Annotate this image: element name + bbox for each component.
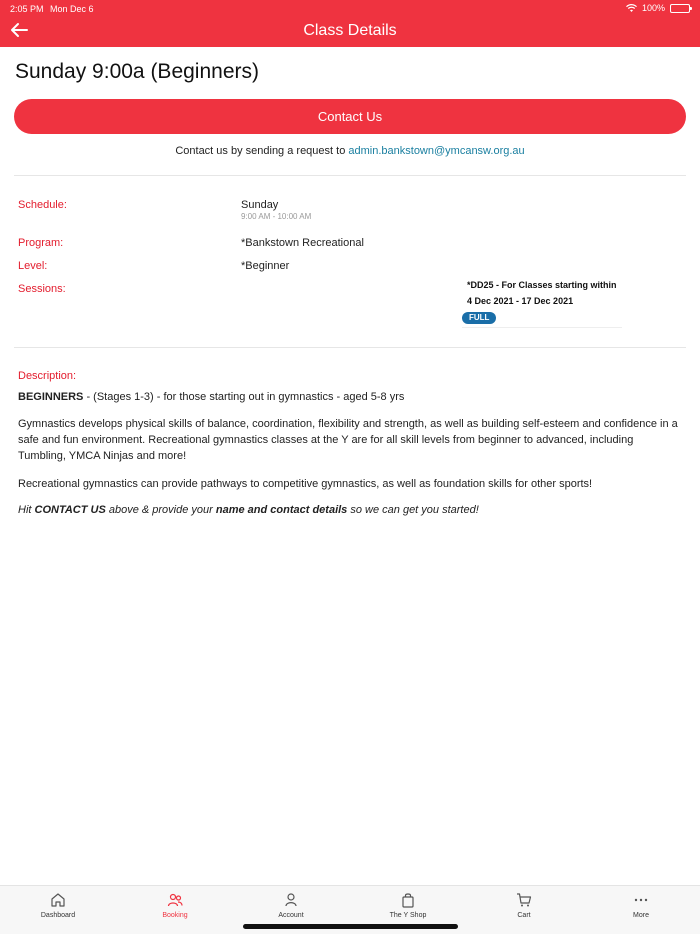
text-span: so we can get you started! (347, 504, 479, 516)
tab-label: Booking (162, 912, 188, 919)
tab-label: Dashboard (40, 912, 76, 919)
tab-cart[interactable] (479, 892, 569, 919)
tab-booking[interactable] (130, 892, 220, 919)
users-icon (167, 892, 183, 908)
description-paragraph (18, 502, 684, 518)
tab-account[interactable] (246, 892, 336, 919)
description-paragraph: Recreational gymnastics can provide pathways to competitive gymnastics, as well as foundation skills for other sports! (18, 478, 593, 490)
status-time: 2:05 PM (10, 4, 44, 14)
text-span: Hit (18, 504, 35, 516)
cart-icon (516, 892, 532, 908)
status-badge: FULL (462, 312, 496, 324)
schedule-label: Schedule: (18, 199, 67, 211)
shopping-bag-icon (400, 892, 416, 908)
status-right (626, 3, 690, 13)
header-bar (0, 0, 700, 47)
level-details: - (Stages 1-3) - for those starting out in gymnastics - aged 5-8 yrs (83, 391, 405, 403)
program-label: Program: (18, 237, 64, 249)
divider (14, 347, 686, 348)
divider (14, 175, 686, 176)
contact-us-button[interactable]: Contact Us (14, 99, 686, 134)
home-icon (50, 892, 66, 908)
status-bar (0, 0, 700, 16)
description-paragraph (18, 389, 684, 405)
schedule-time: 9:00 AM - 10:00 AM (241, 212, 312, 221)
schedule-day: Sunday (241, 199, 279, 211)
session-dates: 4 Dec 2021 - 17 Dec 2021 (467, 296, 574, 306)
battery-icon (670, 4, 690, 13)
more-icon (633, 892, 649, 908)
tab-label: Account (278, 912, 304, 919)
home-indicator[interactable] (243, 924, 458, 929)
level-value: *Beginner (241, 260, 290, 272)
wifi-icon (626, 4, 637, 13)
tab-label: Cart (517, 912, 531, 919)
text-span: above & provide your (105, 504, 216, 516)
tab-shop[interactable] (363, 892, 453, 919)
level-label: Level: (18, 260, 48, 272)
tab-dashboard[interactable] (13, 892, 103, 919)
tab-more[interactable] (596, 892, 686, 919)
text-bold: CONTACT US (34, 504, 106, 516)
page-title: Sunday 9:00a (Beginners) (15, 60, 259, 83)
description-paragraph: Gymnastics develops physical skills of balance, coordination, flexibility and strength, as well as building self-esteem and confidence in a safe and fun environment. Recreational gymnastics classes at the Y are for all skill levels from beginner to advanced, including Tumbling, YMCA Ninjas and more! (18, 418, 678, 462)
description-label: Description: (18, 370, 77, 382)
battery-percent: 100% (641, 3, 665, 13)
contact-instructions (0, 145, 700, 157)
contact-text: Contact us by sending a request to (175, 145, 349, 157)
nav-title: Class Details (303, 22, 397, 39)
person-icon (283, 892, 299, 908)
status-date: Mon Dec 6 (50, 4, 94, 14)
text-bold: name and contact details (215, 504, 348, 516)
tab-label: More (633, 912, 649, 919)
tab-label: The Y Shop (389, 912, 427, 919)
level-heading: BEGINNERS (18, 391, 84, 403)
session-title: *DD25 - For Classes starting within (467, 280, 617, 290)
program-value: *Bankstown Recreational (241, 237, 364, 249)
divider (462, 327, 622, 328)
contact-email-link[interactable]: admin.bankstown@ymcansw.org.au (348, 145, 525, 157)
sessions-label: Sessions: (18, 283, 66, 295)
